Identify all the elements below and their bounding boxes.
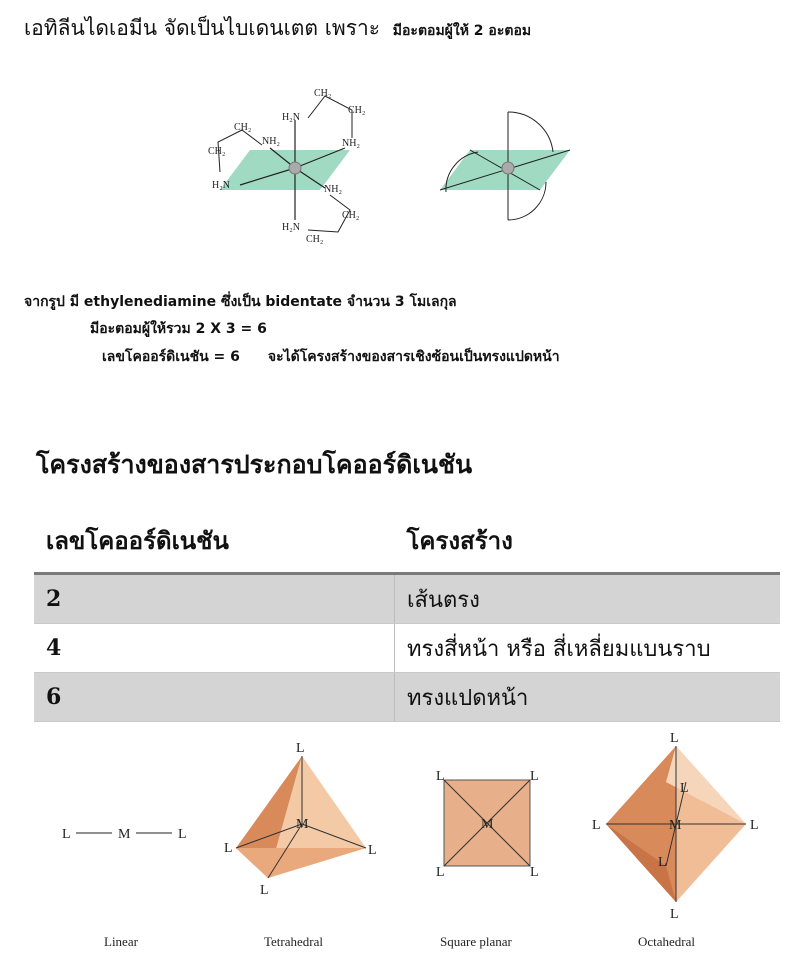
metal-atom	[289, 162, 301, 174]
square-metal: M	[481, 817, 494, 832]
header-structure: โครงสร้าง	[395, 515, 781, 574]
header-coordination-number: เลขโคออร์ดิเนชัน	[34, 515, 395, 574]
table-cell-structure: เส้นตรง	[395, 574, 781, 624]
label-nh2-left: NH₂	[262, 136, 280, 147]
label-h2n-left: H₂N	[212, 180, 230, 191]
square-ligand-tr: L	[530, 769, 539, 784]
note-line-3-a: เลขโคออร์ดิเนชัน = 6	[102, 349, 240, 365]
linear-metal: M	[118, 827, 131, 842]
square-ligand-bl: L	[436, 865, 445, 880]
title-reason: มีอะตอมผู้ให้ 2 อะตอม	[392, 23, 532, 39]
table-cell-structure: ทรงแปดหน้า	[395, 673, 781, 722]
geometry-figures	[40, 726, 780, 966]
note-line-3	[102, 346, 560, 368]
section-heading: โครงสร้างของสารประกอบโคออร์ดิเนชัน	[36, 450, 473, 479]
tetra-ligand-left: L	[224, 841, 233, 856]
tetrahedral-geometry	[224, 741, 377, 949]
tetra-ligand-right: L	[368, 843, 377, 858]
table-row	[34, 624, 780, 673]
label-h2n-bottom: H₂N	[282, 222, 300, 233]
label-ch2-4: CH₂	[208, 146, 226, 157]
octahedral-geometry	[592, 731, 759, 949]
tetra-ligand-top: L	[296, 741, 305, 756]
square-ligand-br: L	[530, 865, 539, 880]
label-tetrahedral: Tetrahedral	[264, 934, 323, 949]
tetra-ligand-bottom: L	[260, 883, 269, 898]
table-row	[34, 673, 780, 722]
table-cell-number: 2	[34, 574, 395, 624]
label-ch2-1: CH₂	[314, 88, 332, 99]
chain-top	[308, 96, 352, 138]
label-ch2-5: CH₂	[342, 210, 360, 221]
octa-ligand-right: L	[750, 818, 759, 833]
table-header-row	[34, 515, 780, 574]
label-octahedral: Octahedral	[638, 934, 696, 949]
octa-ligand-front: L	[658, 855, 667, 870]
table-row	[34, 574, 780, 624]
schematic-arc-top	[508, 112, 553, 152]
octa-metal: M	[669, 818, 682, 833]
linear-ligand-left: L	[62, 827, 71, 842]
table-cell-number: 6	[34, 673, 395, 722]
table-cell-number: 4	[34, 624, 395, 673]
linear-geometry	[62, 827, 187, 949]
coordination-table	[34, 515, 780, 722]
note-line-2: มีอะตอมผู้ให้รวม 2 X 3 = 6	[90, 321, 267, 337]
ethylenediamine-complex-figure	[190, 80, 610, 260]
label-square-planar: Square planar	[440, 934, 512, 949]
label-ch2-2: CH₂	[348, 105, 366, 116]
title-main: เอทิลีนไดเอมีน จัดเป็นไบเดนเตต เพราะ	[24, 16, 381, 40]
page-title	[24, 12, 531, 45]
table-cell-structure: ทรงสี่หน้า หรือ สี่เหลี่ยมแบนราบ	[395, 624, 781, 673]
tetra-face-bottom	[236, 848, 366, 878]
octa-ligand-back: L	[680, 781, 689, 796]
schematic-metal	[502, 162, 514, 174]
label-ch2-6: CH₂	[306, 234, 324, 245]
label-nh2-right: NH₂	[342, 138, 360, 149]
linear-ligand-right: L	[178, 827, 187, 842]
square-planar-geometry	[436, 769, 539, 949]
note-line-1: จากรูป มี ethylenediamine ซึ่งเป็น bidentate จำนวน 3 โมเลกุล	[24, 294, 457, 310]
octa-ligand-top: L	[670, 731, 679, 746]
label-ch2-3: CH₂	[234, 122, 252, 133]
label-h2n-top: H₂N	[282, 112, 300, 123]
square-ligand-tl: L	[436, 769, 445, 784]
octa-ligand-bottom: L	[670, 907, 679, 922]
label-linear: Linear	[104, 934, 138, 949]
octa-ligand-left: L	[592, 818, 601, 833]
tetra-metal: M	[296, 817, 309, 832]
label-nh2-bottom: NH₂	[324, 184, 342, 195]
note-line-3-b: จะได้โครงสร้างของสารเชิงซ้อนเป็นทรงแปดหน้า	[267, 349, 560, 365]
